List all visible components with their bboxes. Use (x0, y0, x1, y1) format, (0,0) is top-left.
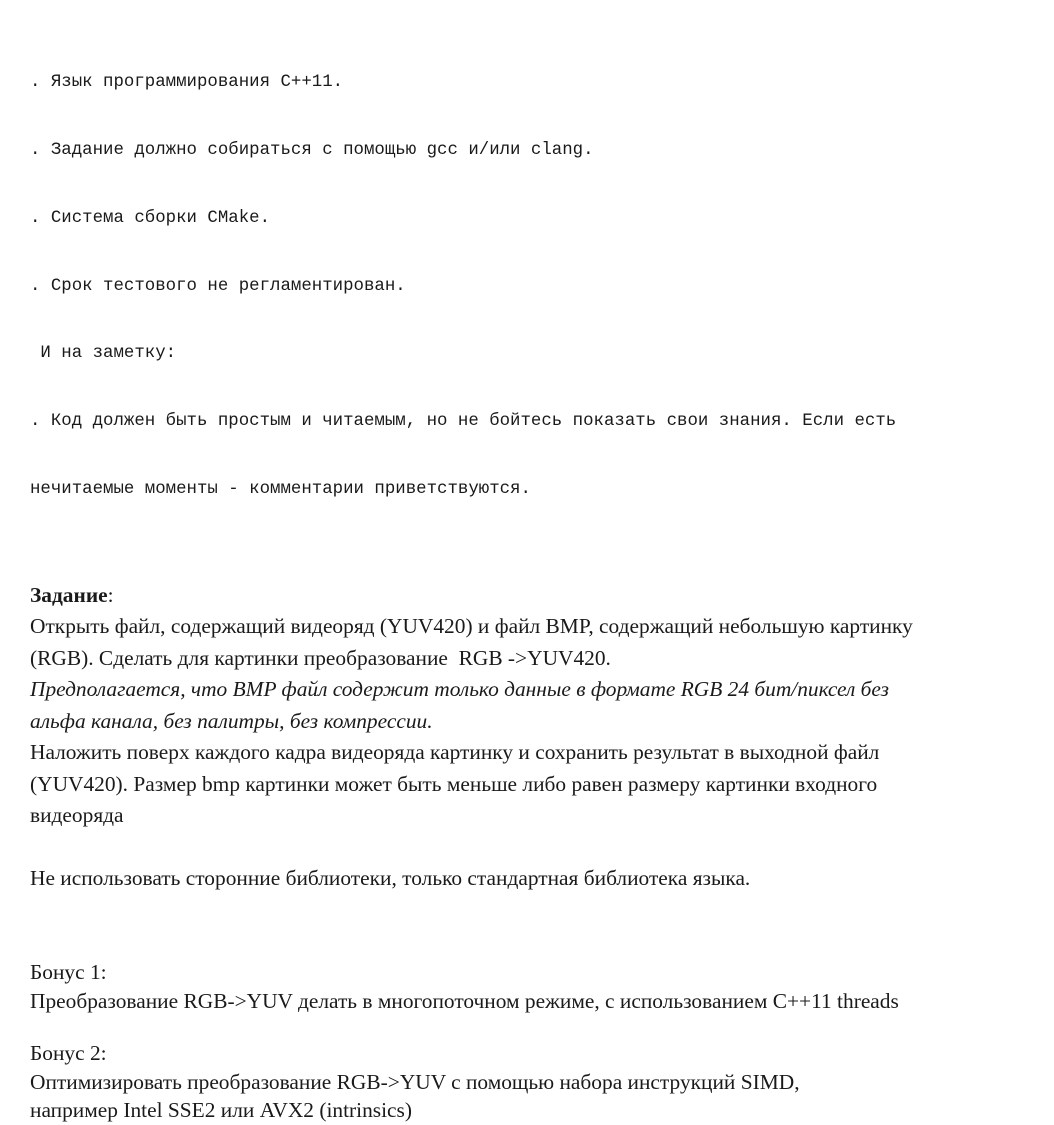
bonus2-line-1: Оптимизировать преобразование RGB->YUV с помощью набора инструкций SIMD, (30, 1069, 800, 1094)
bonus1-title: Бонус 1: (30, 960, 107, 985)
bonus1-text: Преобразование RGB->YUV делать в многопоточном режиме, с использованием C++11 threads (30, 989, 899, 1014)
task-restriction: Не использовать сторонние библиотеки, только стандартная библиотека языка. (30, 865, 751, 890)
requirements-block (30, 27, 1040, 547)
task-section (30, 580, 1040, 895)
bonus1-section (30, 958, 1040, 1016)
requirement-line-language: . Язык программирования C++11. (30, 73, 344, 93)
task-note-line-1: Предполагается, что BMP файл содержит только данные в формате RGB 24 бит/пиксел без (30, 677, 889, 702)
requirement-line-note-heading: И на заметку: (30, 344, 177, 364)
requirement-line-code-quality: . Код должен быть простым и читаемым, но не бойтесь показать свои знания. Если есть (30, 412, 897, 432)
task-line-2: (RGB). Сделать для картинки преобразование RGB ->YUV420. (30, 645, 611, 670)
requirement-line-comments: нечитаемые моменты - комментарии приветствуются. (30, 479, 531, 499)
requirement-line-deadline: . Срок тестового не регламентирован. (30, 276, 406, 296)
task-note-line-2: альфа канала, без палитры, без компрессии. (30, 708, 433, 733)
bonus2-section (30, 1039, 1040, 1125)
task-heading-colon: : (107, 582, 114, 607)
bonus2-title: Бонус 2: (30, 1041, 107, 1066)
document-page (30, 0, 1040, 1125)
task-line-1: Открыть файл, содержащий видеоряд (YUV420) и файл BMP, содержащий небольшую картинку (30, 614, 913, 639)
task-heading-line (30, 580, 1040, 612)
bonus2-line-2: например Intel SSE2 или AVX2 (intrinsics) (30, 1098, 412, 1123)
task-heading: Задание (30, 582, 108, 607)
requirement-line-compiler: . Задание должно собираться с помощью gcc и/или clang. (30, 140, 594, 160)
requirement-line-build-system: . Система сборки CMake. (30, 208, 271, 228)
task-line-5: видеоряда (30, 803, 124, 828)
task-line-3: Наложить поверх каждого кадра видеоряда картинку и сохранить результат в выходной файл (30, 740, 880, 765)
task-line-4: (YUV420). Размер bmp картинки может быть меньше либо равен размеру картинки входного (30, 771, 878, 796)
